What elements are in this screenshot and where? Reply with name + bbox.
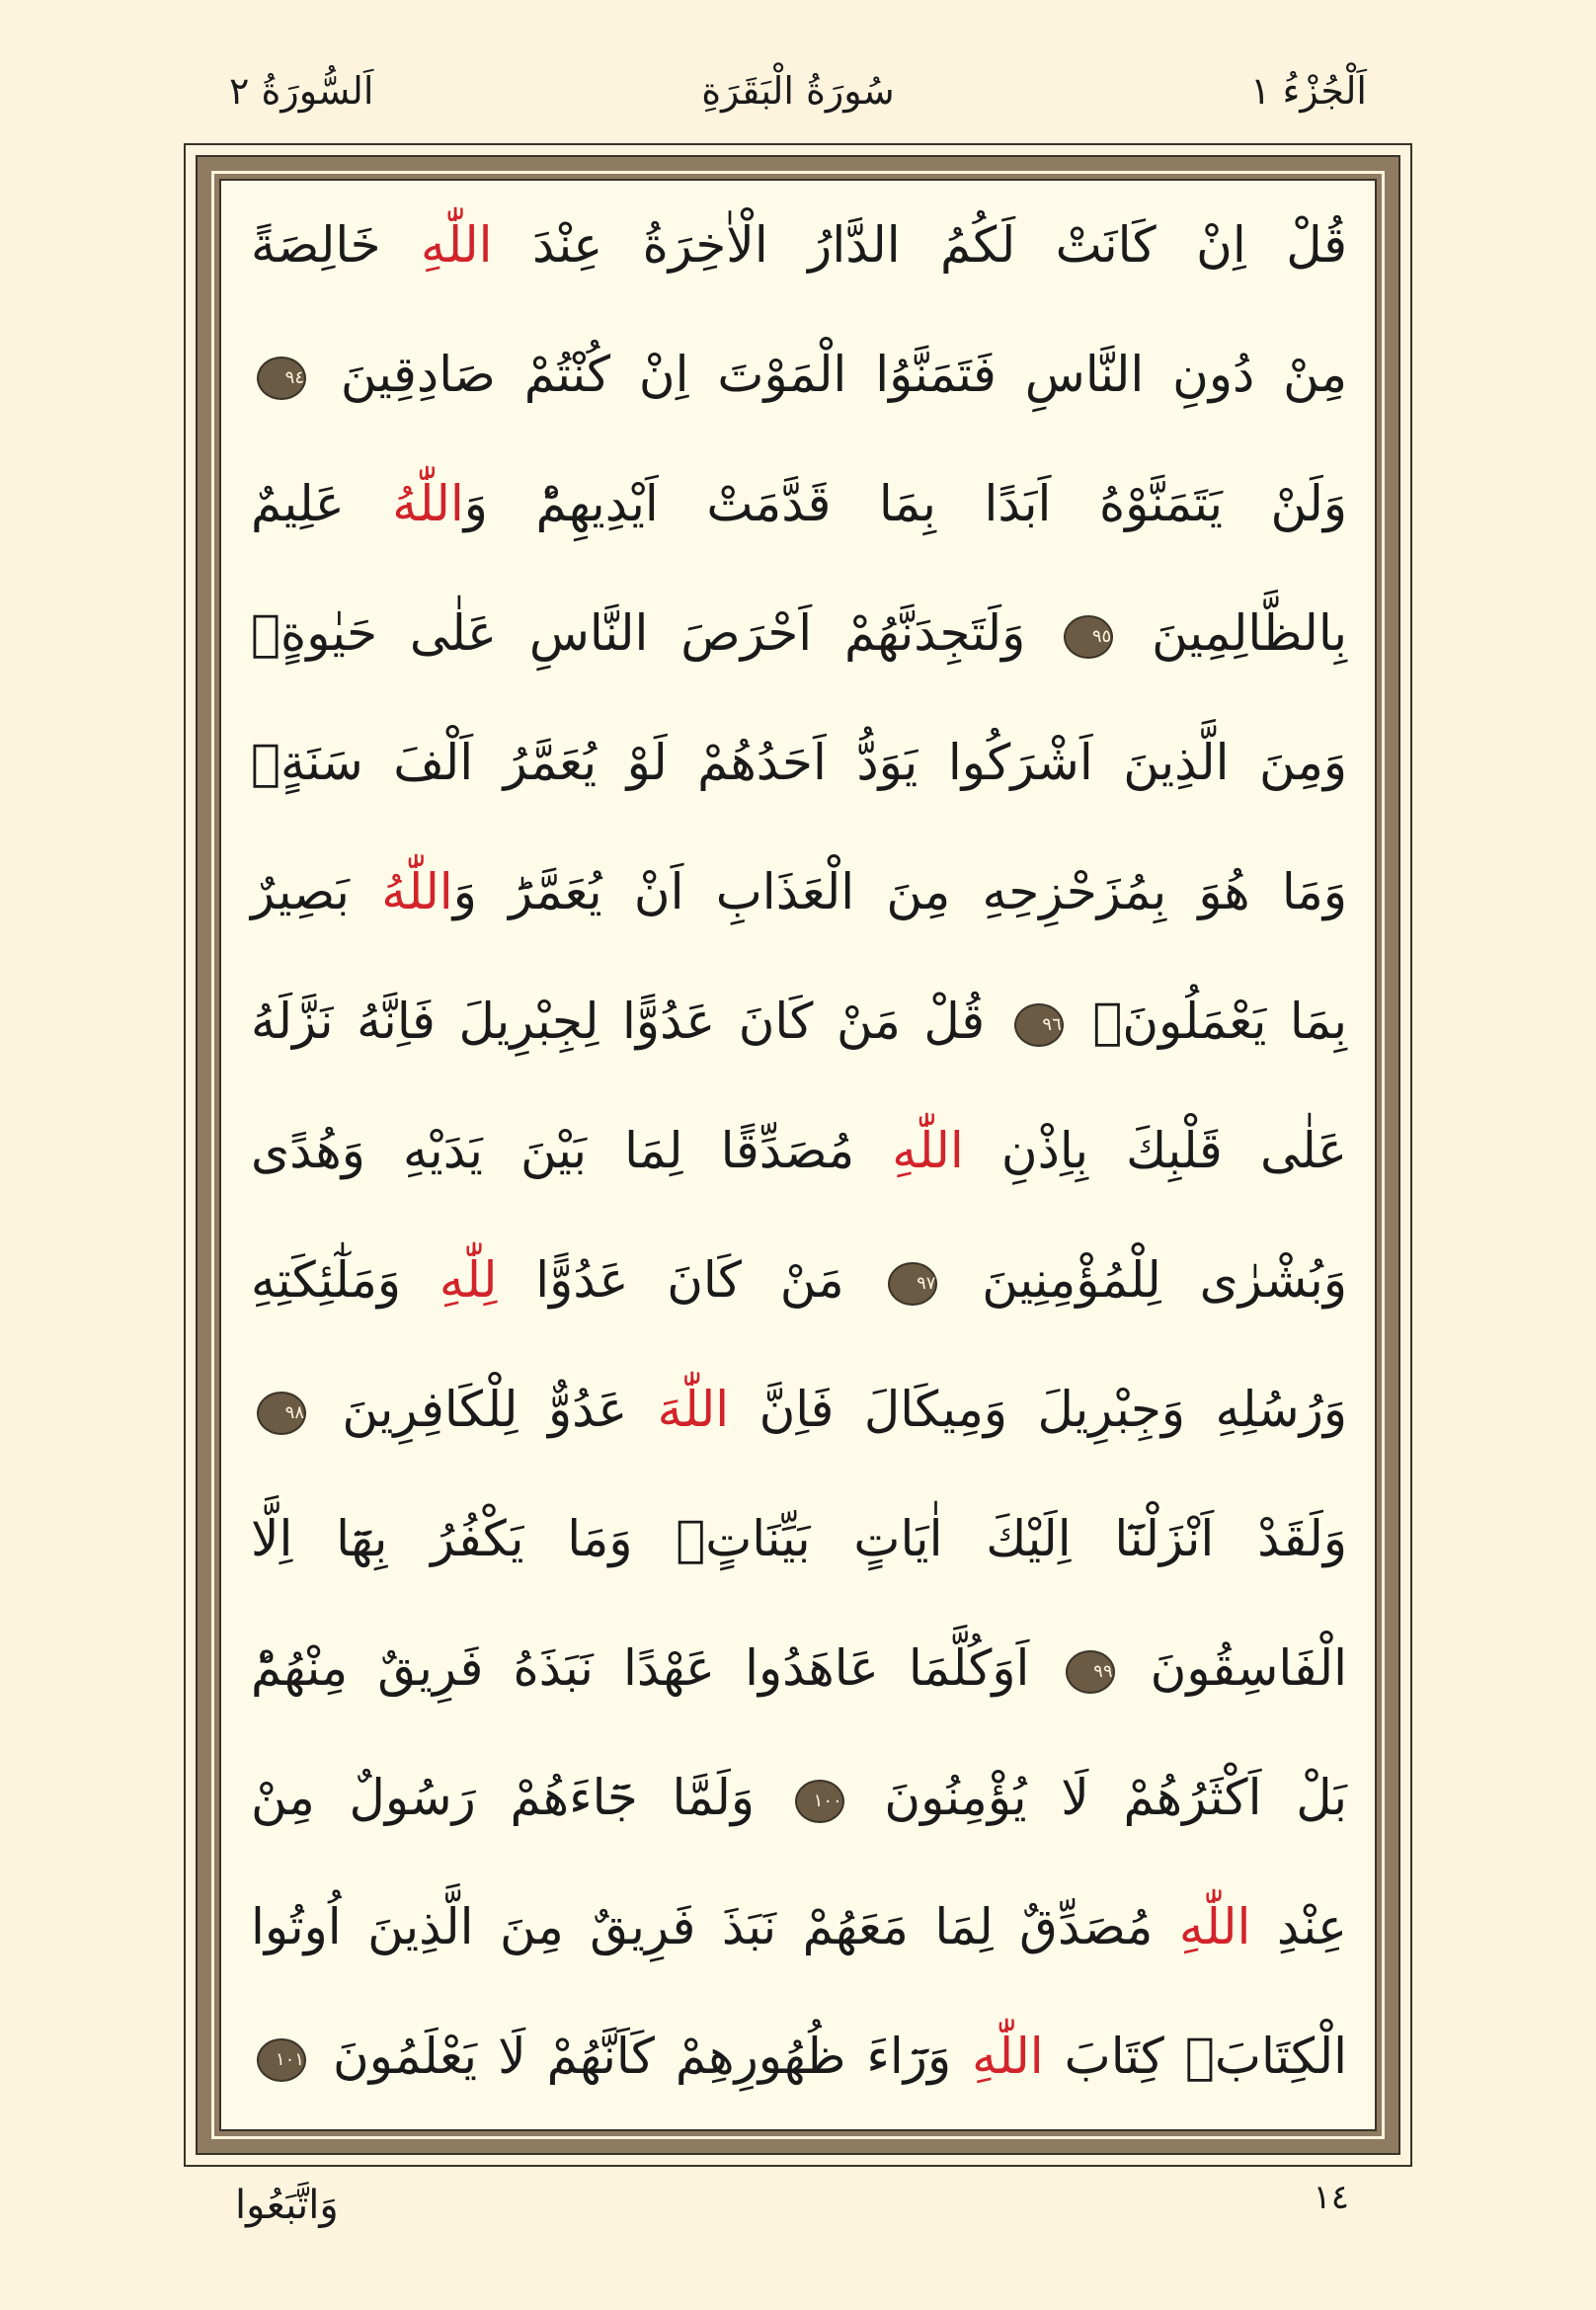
verse-text: خَالِصَةً: [251, 216, 422, 274]
ayah-number-marker: ١٠١: [257, 2038, 306, 2082]
verse-line: [251, 1863, 1347, 1991]
verse-line: [251, 1992, 1347, 2120]
verse-text: مُصَدِّقٌ لِمَا مَعَهُمْ نَبَذَ فَرِيقٌ مِنَ الَّذِينَ اُوتُوا: [251, 1898, 1179, 1955]
verse-line: [251, 828, 1347, 956]
divine-name: اللّٰهِ: [1178, 1898, 1251, 1955]
verse-text: وَلَتَجِدَنَّهُمْ اَحْرَصَ النَّاسِ عَلٰى حَيٰوةٍۚ: [251, 604, 1059, 662]
ayah-number-marker: ٩٩: [1066, 1650, 1115, 1694]
juz-label: اَلْجُزْءُ ١: [1249, 69, 1367, 113]
catchword: وَاتَّبَعُوا: [235, 2183, 339, 2228]
verse-text: بَصِيرٌ: [251, 863, 382, 920]
verse-line: [251, 957, 1347, 1085]
verse-text: وَمَلٰٓئِكَتِهِ: [251, 1251, 439, 1309]
verse-line: [251, 310, 1347, 438]
verse-text: اَوَكُلَّمَا عَاهَدُوا عَهْدًا نَبَذَهُ فَرِيقٌ مِنْهُمْؕ: [251, 1639, 1060, 1697]
verse-text: وَرَٓاءَ ظُهُورِهِمْ كَاَنَّهُمْ لَا يَعْلَمُونَ: [312, 2028, 973, 2085]
verse-text: قُلْ مَنْ كَانَ عَدُوًّا لِجِبْرِيلَ فَاِنَّهُ نَزَّلَهُ: [251, 993, 1008, 1050]
verse-text: مِنْ دُونِ النَّاسِ فَتَمَنَّوُا الْمَوْتَ اِنْ كُنْتُمْ صَادِقِينَ: [312, 346, 1347, 403]
page-header: [0, 69, 1596, 128]
divine-name: اللّٰهَ: [657, 1381, 730, 1438]
verse-line: [251, 1604, 1347, 1732]
ayah-number-marker: ١٠٠: [795, 1780, 844, 1823]
verse-text: وَلَمَّا جَٓاءَهُمْ رَسُولٌ مِنْ: [251, 1769, 789, 1826]
ayah-number-marker: ٩٤: [257, 357, 306, 400]
verse-text: وَمَا هُوَ بِمُزَحْزِحِهِ مِنَ الْعَذَابِ اَنْ يُعَمَّرَؕ وَ: [452, 863, 1347, 920]
verse-lines: [251, 181, 1347, 2129]
divine-name: اللّٰهِ: [972, 2028, 1044, 2085]
verse-text: مُصَدِّقًا لِمَا بَيْنَ يَدَيْهِ وَهُدًى: [251, 1122, 893, 1179]
verse-text: عَلٰى قَلْبِكَ بِاِذْنِ: [963, 1122, 1347, 1179]
verse-text: بِمَا يَعْمَلُونَ۟: [1069, 993, 1347, 1050]
divine-name: اللّٰهُ: [392, 475, 464, 532]
ayah-number-marker: ٩٥: [1064, 615, 1113, 659]
ayah-number-marker: ٩٧: [888, 1262, 937, 1306]
verse-text: بَلْ اَكْثَرُهُمْ لَا يُؤْمِنُونَ: [849, 1769, 1347, 1826]
verse-line: [251, 181, 1347, 309]
verse-text: وَلَقَدْ اَنْزَلْنَٓا اِلَيْكَ اٰيَاتٍ بَيِّنَاتٍۚ وَمَا يَكْفُرُ بِهَٓا اِلَّا: [251, 1510, 1347, 1567]
verse-text: مَنْ كَانَ عَدُوًّا: [497, 1251, 883, 1309]
page-number: ١٤: [1313, 2178, 1349, 2217]
divine-name: اللّٰهِ: [421, 216, 493, 274]
verse-text: وَلَنْ يَتَمَنَّوْهُ اَبَدًا بِمَا قَدَّمَتْ اَيْدِيهِمْؕ وَ: [463, 475, 1347, 532]
ayah-number-marker: ٩٦: [1014, 1003, 1064, 1047]
verse-text: الْكِتَابَۙ كِتَابَ: [1043, 2028, 1347, 2085]
verse-text: قُلْ اِنْ كَانَتْ لَكُمُ الدَّارُ الْاٰخِرَةُ عِنْدَ: [492, 216, 1348, 274]
verse-text: وَبُشْرٰى لِلْمُؤْمِنِينَ: [943, 1251, 1347, 1309]
ayah-number-marker: ٩٨: [257, 1392, 306, 1435]
divine-name: لِلّٰهِ: [439, 1251, 498, 1309]
verse-text: عِنْدِ: [1250, 1898, 1348, 1955]
sura-number-label: اَلسُّورَةُ ٢: [229, 69, 374, 113]
sura-title: سُورَةُ الْبَقَرَةِ: [701, 69, 895, 113]
verse-text: بِالظَّالِمِينَ: [1119, 604, 1348, 662]
verse-line: [251, 1733, 1347, 1862]
verse-line: [251, 569, 1347, 697]
verse-text: وَرُسُلِهِ وَجِبْرِيلَ وَمِيكَالَ فَاِنَّ: [729, 1381, 1347, 1438]
verse-text: عَلِيمٌ: [251, 475, 393, 532]
verse-text: الْفَاسِقُونَ: [1120, 1639, 1347, 1697]
verse-line: [251, 698, 1347, 827]
text-panel: [219, 179, 1377, 2131]
verse-text: وَمِنَ الَّذِينَ اَشْرَكُوا يَوَدُّ اَحَدُهُمْ لَوْ يُعَمَّرُ اَلْفَ سَنَةٍۚ: [251, 734, 1347, 791]
verse-line: [251, 1474, 1347, 1603]
verse-text: عَدُوٌّ لِلْكَافِرِينَ: [312, 1381, 658, 1438]
verse-line: [251, 1086, 1347, 1215]
verse-line: [251, 1345, 1347, 1474]
verse-line: [251, 439, 1347, 568]
divine-name: اللّٰهِ: [892, 1122, 964, 1179]
divine-name: اللّٰهُ: [381, 863, 453, 920]
verse-line: [251, 1216, 1347, 1344]
